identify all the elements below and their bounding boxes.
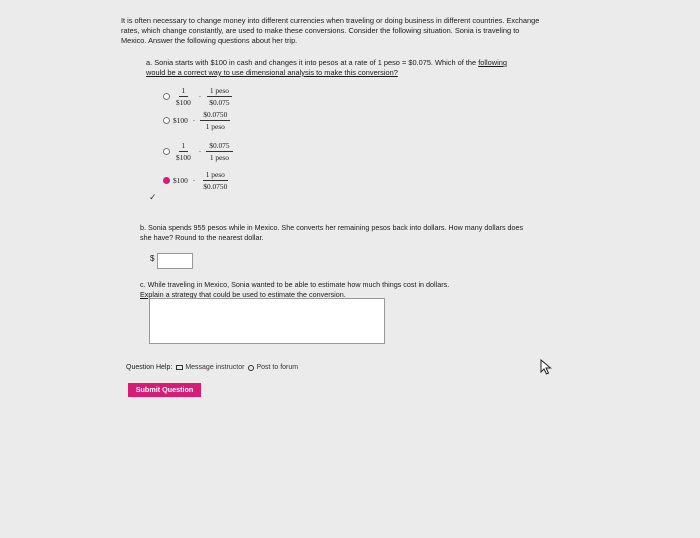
post-to-forum-label: Post to forum (256, 364, 299, 371)
part-c-prompt (140, 280, 530, 299)
option-4-left-value: $100 (173, 176, 188, 185)
option-3-radio[interactable] (163, 148, 170, 155)
mouse-cursor-icon (540, 359, 552, 375)
question-help-label: Question Help: (126, 364, 173, 371)
part-a-prompt (146, 58, 526, 78)
option-3-left-fraction (173, 141, 194, 162)
fraction-numerator: $0.075 (206, 141, 232, 152)
option-2[interactable] (163, 110, 230, 131)
option-4-right-fraction (200, 170, 230, 191)
question-intro: It is often necessary to change money into different currencies when traveling or doing business in different countries. Exchange rates, which change constantly, are used to make these conversions. Consider the following situation. Sonia is traveling to Mexico. Answer the following questions about her trip. (121, 16, 540, 45)
multiply-dot: · (192, 176, 196, 185)
option-3[interactable] (163, 141, 233, 162)
fraction-numerator: 1 peso (203, 170, 228, 181)
part-c-text: c. While traveling in Mexico, Sonia wanted to be able to estimate how much things cost in dollars. (140, 280, 450, 289)
option-4[interactable] (163, 170, 230, 191)
part-a-text-underlined: following would be a correct way to use dimensional analysis to make this conversion? (146, 58, 507, 77)
fraction-denominator: $100 (176, 153, 191, 162)
option-1-left-fraction (173, 86, 194, 107)
speech-bubble-icon (248, 365, 254, 371)
correct-check-icon: ✓ (149, 192, 157, 202)
fraction-numerator: 1 peso (207, 86, 232, 97)
currency-symbol: $ (150, 254, 155, 263)
fraction-numerator: 1 (179, 141, 189, 152)
option-3-right-fraction (206, 141, 232, 162)
fraction-denominator: $0.0750 (203, 182, 228, 191)
multiply-dot: · (198, 92, 202, 101)
option-1[interactable] (163, 86, 233, 107)
option-2-left-value: $100 (173, 116, 188, 125)
multiply-dot: · (198, 147, 202, 156)
fraction-denominator: $0.075 (209, 98, 230, 107)
submit-question-button[interactable]: Submit Question (128, 383, 201, 397)
post-to-forum-link[interactable] (248, 364, 298, 371)
fraction-denominator: 1 peso (209, 153, 229, 162)
fraction-numerator: 1 (179, 86, 189, 97)
question-help-bar (126, 364, 298, 371)
part-c-answer-textarea[interactable] (149, 298, 385, 344)
envelope-icon (176, 365, 183, 370)
fraction-denominator: 1 peso (205, 122, 225, 131)
option-2-radio[interactable] (163, 117, 170, 124)
part-c-text-underlined: Explain a strategy that could be used to estimate the conversion. (140, 289, 346, 299)
part-a-text: a. Sonia starts with $100 in cash and changes it into pesos at a rate of 1 peso = $0.075. Which of the (146, 58, 477, 67)
message-instructor-link[interactable] (176, 364, 244, 371)
multiply-dot: · (192, 116, 196, 125)
option-1-radio[interactable] (163, 93, 170, 100)
option-2-right-fraction (200, 110, 230, 131)
option-1-right-fraction (206, 86, 232, 107)
part-b-prompt: b. Sonia spends 955 pesos while in Mexico. She converts her remaining pesos back into dollars. How many dollars does she have? Round to the nearest dollar. (140, 223, 524, 242)
option-4-radio-selected[interactable] (163, 177, 170, 184)
fraction-numerator: $0.0750 (200, 110, 230, 121)
fraction-denominator: $100 (176, 98, 191, 107)
part-b-answer-input[interactable] (157, 253, 193, 269)
message-instructor-label: Message instructor (185, 364, 245, 371)
